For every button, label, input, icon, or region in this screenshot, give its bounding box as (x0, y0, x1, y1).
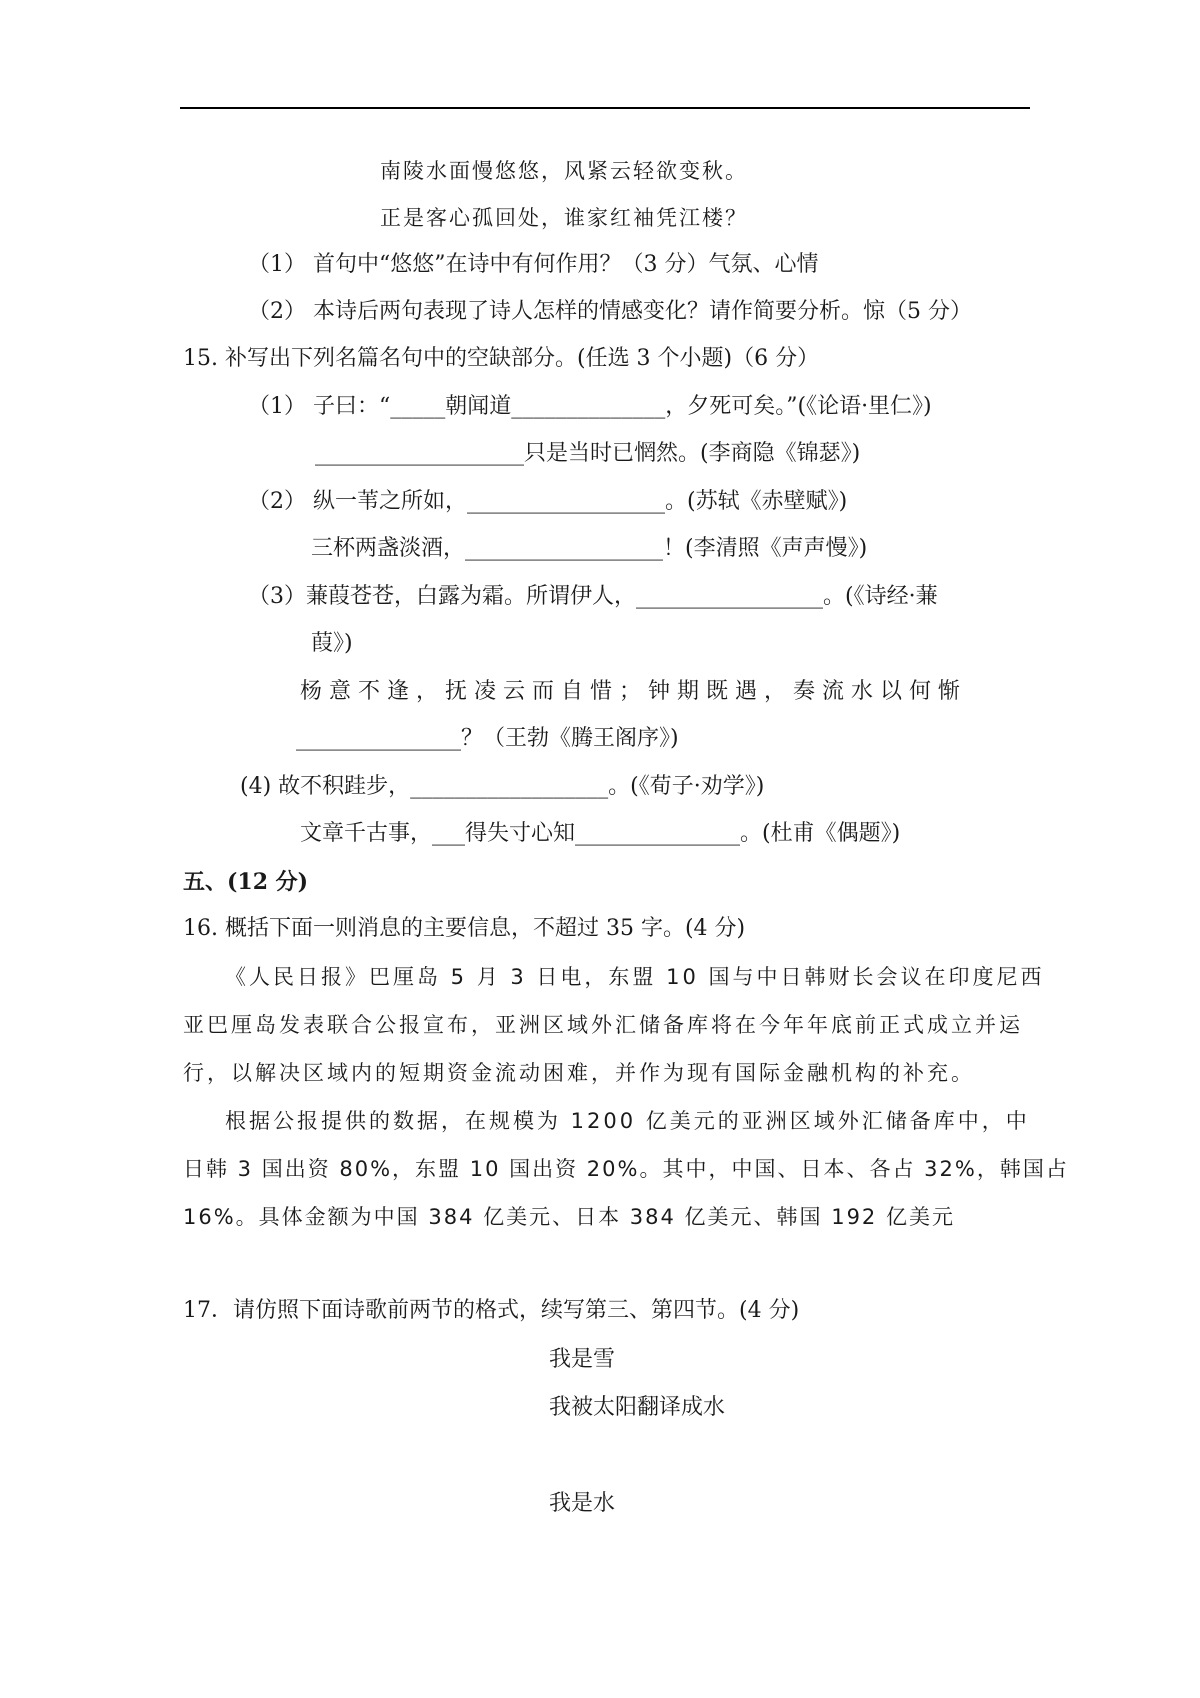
q16-p1-line1: 《人民日报》巴厘岛 5 月 3 日电，东盟 10 国与中日韩财长会议在印度尼西 (225, 965, 1045, 989)
q14-sub1: （1） 首句中“悠悠”在诗中有何作用？（3 分）气氛、心情 (248, 252, 819, 277)
q15-s3c: 杨意不逢，抚凌云而自惜；钟期既遇，奏流水以何惭 (300, 679, 968, 704)
q15-s2b: 三杯两盏淡酒，__________________！(李清照《声声慢》) (311, 536, 868, 561)
q17-title: 17．请仿照下面诗歌前两节的格式，续写第三、第四节。(4 分) (183, 1298, 800, 1323)
poem-verse-2: 我被太阳翻译成水 (549, 1395, 726, 1420)
q15-s3d: _______________？（王勃《腾王阁序》) (296, 726, 679, 751)
q15-s2a: （2） 纵一苇之所如，__________________。(苏轼《赤壁赋》) (248, 489, 848, 514)
q16-p1-line2: 亚巴厘岛发表联合公报宣布，亚洲区域外汇储备库将在今年年底前正式成立并运 (183, 1013, 1023, 1037)
poem-verse-1: 我是雪 (549, 1347, 616, 1372)
q15-s1b: ___________________只是当时已惘然。(李商隐《锦瑟》) (315, 441, 861, 466)
q15-s3b: 葭》) (311, 631, 353, 656)
q15-title: 15. 补写出下列名篇名句中的空缺部分。(任选 3 个小题)（6 分） (183, 346, 820, 371)
section-5-heading: 五、(12 分) (183, 869, 309, 895)
q16-p2-line2: 日韩 3 国出资 80%，东盟 10 国出资 20%。其中，中国、日本、各占 32%，韩国占 (183, 1157, 1069, 1181)
q16-p2-line3: 16%。具体金额为中国 384 亿美元、日本 384 亿美元、韩国 192 亿美元 (183, 1205, 955, 1229)
q16-title: 16. 概括下面一则消息的主要信息，不超过 35 字。(4 分) (183, 916, 746, 941)
q15-s4b: 文章千古事，___得失寸心知_______________。(杜甫《偶题》) (300, 821, 901, 846)
q15-s3a: （3）蒹葭苍苍，白露为霜。所谓伊人，_________________。(《诗经·蒹 (248, 584, 938, 609)
q15-s4a: (4) 故不积跬步，__________________。(《荀子·劝学》) (240, 774, 765, 799)
header-rule (180, 107, 1030, 109)
poem-line-2: 正是客心孤回处，谁家红袖凭江楼？ (380, 206, 748, 230)
q14-sub2: （2） 本诗后两句表现了诗人怎样的情感变化？请作简要分析。惊（5 分） (248, 299, 972, 324)
q16-p2-line1: 根据公报提供的数据，在规模为 1200 亿美元的亚洲区域外汇储备库中，中 (225, 1109, 1030, 1133)
q15-s1a: （1） 子曰：“_____朝闻道______________，夕死可矣。”(《论语·里仁》) (248, 394, 932, 419)
poem-verse-3: 我是水 (549, 1491, 616, 1516)
q16-p1-line3: 行，以解决区域内的短期资金流动困难，并作为现有国际金融机构的补充。 (183, 1061, 975, 1085)
poem-line-1: 南陵水面慢悠悠，风紧云轻欲变秋。 (380, 159, 748, 183)
